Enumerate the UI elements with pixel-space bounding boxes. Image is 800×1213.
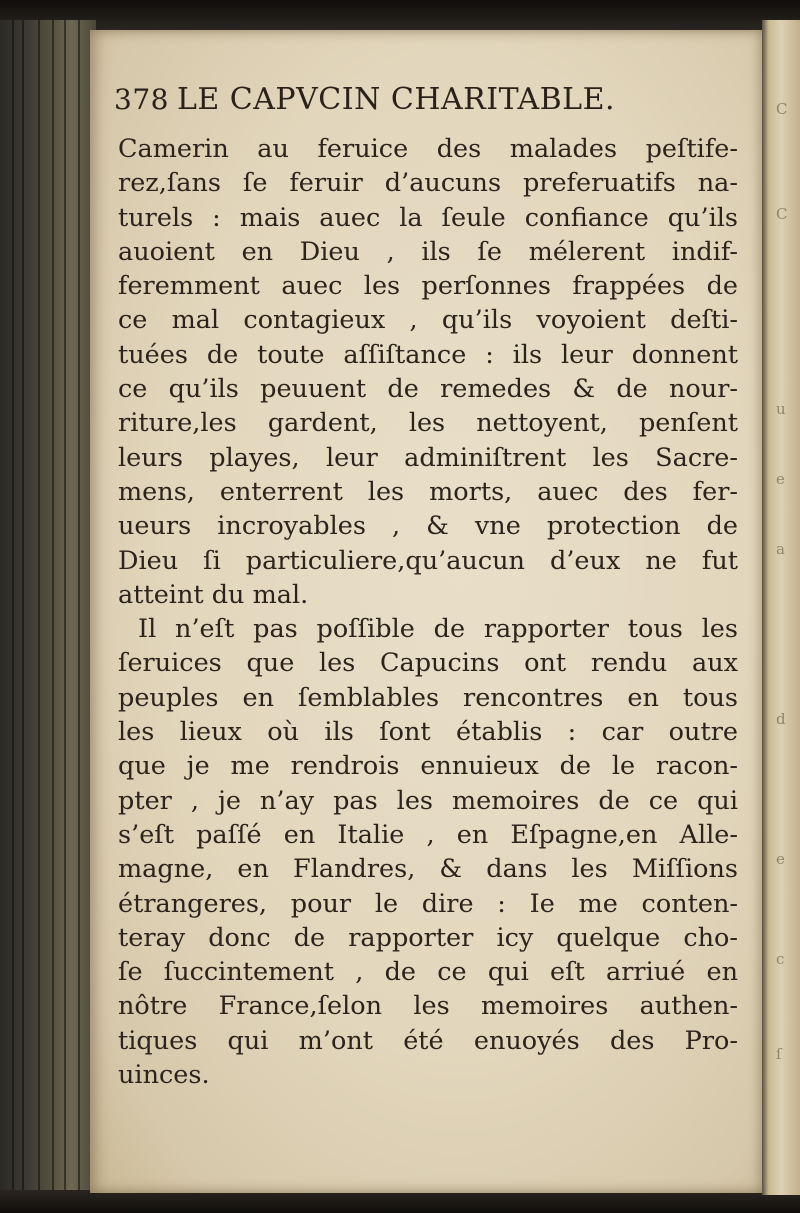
text-line: Camerin au feruice des malades peſtife- — [118, 134, 738, 164]
text-line: peuples en ſemblables rencontres en tous — [118, 682, 738, 713]
text-line: ſeruices que les Capucins ont rendu aux — [118, 648, 738, 679]
text-line: étrangeres, pour le dire : Ie me conten- — [118, 888, 738, 919]
text-line: auoient en Dieu , ils ſe mélerent indif- — [118, 236, 738, 267]
running-title: LE CAPVCIN CHARITABLE. — [176, 82, 616, 117]
text-line: feremment auec les perſonnes frappées de — [118, 271, 738, 302]
page-number: 378 — [114, 83, 169, 116]
text-line: nôtre France,ſelon les memoires authen- — [118, 991, 738, 1022]
book-binding-edge — [0, 20, 96, 1190]
text-line: ce qu’ils peuuent de remedes & de nour- — [118, 374, 738, 405]
text-line: uinces. — [118, 1060, 210, 1091]
text-line: pter , je n’ay pas les memoires de ce qui — [118, 785, 738, 816]
text-line: s’eſt paſſé en Italie , en Eſpagne,en Alle- — [118, 819, 738, 850]
text-line: que je me rendrois ennuieux de le racon- — [118, 751, 738, 782]
bottom-shadow — [0, 1190, 800, 1213]
text-line: teray donc de rapporter icy quelque cho- — [118, 922, 738, 953]
facing-page-edge: C C u e a d e c ſ — [762, 20, 800, 1195]
text-line: leurs playes, leur adminiſtrent les Sacre- — [118, 442, 738, 473]
text-line: Il n’eſt pas poſſible de rapporter tous les — [138, 614, 738, 645]
text-line: rez,ſans ſe feruir d’aucuns preferuatifs na- — [118, 168, 738, 199]
page-body-text — [118, 132, 738, 1092]
running-header — [114, 82, 754, 117]
text-line: tiques qui m’ont été enuoyés des Pro- — [118, 1025, 738, 1056]
text-line: ueurs incroyables , & vne protection de — [118, 511, 738, 542]
text-line: riture,les gardent, les nettoyent, penſent — [118, 408, 738, 439]
text-line: turels : mais auec la ſeule confiance qu’ils — [118, 202, 738, 233]
text-line: Dieu ſi particuliere,qu’aucun d’eux ne fut — [118, 545, 738, 576]
text-line: ce mal contagieux , qu’ils voyoient deſti- — [118, 305, 738, 336]
text-line: atteint du mal. — [118, 579, 309, 610]
top-shadow — [0, 0, 800, 30]
text-line: magne, en Flandres, & dans les Miſſions — [118, 854, 738, 885]
facing-page-glyphs: C — [776, 100, 788, 118]
text-line: mens, enterrent les morts, auec des fer- — [118, 476, 738, 507]
text-line: ſe ſuccintement , de ce qui eſt arriué en — [118, 957, 738, 988]
text-line: tuées de toute aſſiſtance : ils leur donnent — [118, 339, 738, 370]
text-line: les lieux où ils ſont établis : car outre — [118, 717, 738, 748]
